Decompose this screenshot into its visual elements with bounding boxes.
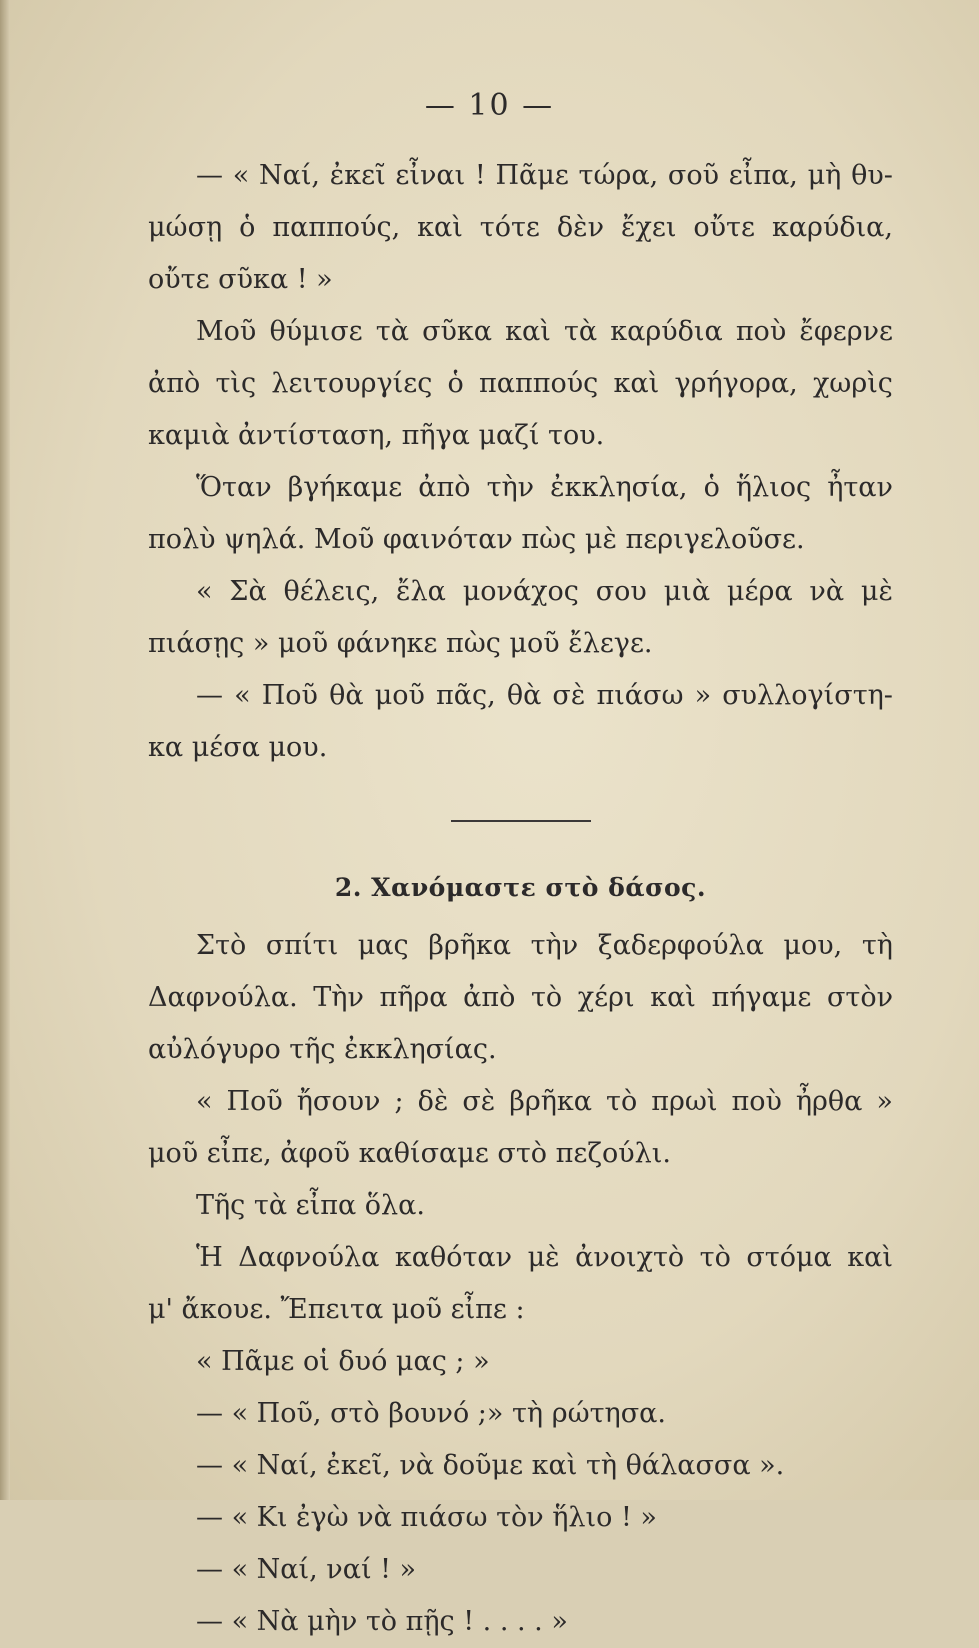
word: χέρι (577, 982, 635, 1013)
word: τὸ (606, 1086, 638, 1117)
word: τώρα, (578, 160, 659, 191)
word: καρύδια, (771, 212, 893, 243)
word: « (234, 680, 251, 711)
text-line (148, 202, 893, 254)
word: σὲ (462, 1086, 496, 1117)
word: πιάσω (596, 680, 684, 711)
word: Δαφνούλα (238, 1242, 380, 1273)
text-line: μοῦ εἶπε, ἀφοῦ καθίσαμε στὸ πεζούλι. (148, 1138, 671, 1169)
text-line: — « Κι ἐγὼ νὰ πιάσω τὸν ἥλιο ! » (196, 1502, 657, 1533)
word: ἦρθα (795, 1086, 863, 1117)
word: ; (394, 1086, 404, 1117)
word: παππούς (479, 368, 599, 399)
word: πᾶς, (436, 680, 496, 711)
word: μέρα (726, 576, 793, 607)
word: Ποῦ (226, 1086, 283, 1117)
word: καὶ (417, 212, 463, 243)
word: μώσῃ (148, 212, 223, 243)
text-line (148, 150, 893, 202)
text-line (148, 1232, 893, 1284)
word: ἀπὸ (463, 982, 516, 1013)
word: μὲ (527, 1242, 560, 1273)
word: μὲ (860, 576, 893, 607)
word: σπίτι (265, 930, 339, 961)
word: Δαφνούλα. (148, 982, 298, 1013)
word: θέλεις, (283, 576, 380, 607)
word: Ἡ (196, 1242, 223, 1273)
word: σὲ (552, 680, 586, 711)
word: ὁ (447, 368, 464, 399)
text-line: — « Ναί, ναί ! » (196, 1554, 417, 1585)
text-line: — « Ποῦ, στὸ βουνό ;» τὴ ρώτησα. (196, 1398, 666, 1429)
word: θὰ (329, 680, 364, 711)
word: καὶ (650, 982, 696, 1013)
word: εἶπα, (728, 160, 798, 191)
word: παππούς, (272, 212, 401, 243)
word: χωρὶς (812, 368, 893, 399)
word: « (196, 1086, 213, 1117)
word: γρήγορα, (674, 368, 798, 399)
word: θὰ (506, 680, 542, 711)
word: τὴ (861, 930, 893, 961)
text-line: πιάσῃς » μοῦ φάνηκε πὼς μοῦ ἔλεγε. (148, 628, 653, 659)
word: « (196, 576, 213, 607)
word: Στὸ (196, 930, 247, 961)
word: Ναί, (258, 160, 320, 191)
word: Ὅταν (196, 472, 272, 503)
word: ἤσουν (296, 1086, 381, 1117)
word: πῆρα (379, 982, 448, 1013)
word: ἀπὸ (148, 368, 201, 399)
word: καθόταν (394, 1242, 513, 1273)
text-line (148, 358, 893, 410)
word: ἀπὸ (418, 472, 471, 503)
text-line: καμιὰ ἀντίσταση, πῆγα μαζί του. (148, 420, 605, 451)
word: μοῦ (374, 680, 425, 711)
word: στόμα (746, 1242, 832, 1273)
word: σοῦ (667, 160, 720, 191)
word: καὶ (847, 1242, 893, 1273)
word: ἐκεῖ (329, 160, 386, 191)
text-line: μ' ἄκουε. Ἔπειτα μοῦ εἶπε : (148, 1294, 525, 1325)
word: εἶναι (395, 160, 466, 191)
word: ὁ (239, 212, 256, 243)
word: συλλογίστη- (722, 680, 893, 711)
text-line (148, 920, 893, 972)
word: ποὺ (731, 1086, 782, 1117)
word: τὰ (563, 316, 598, 347)
word: τὸ (530, 982, 563, 1013)
word: μιὰ (663, 576, 711, 607)
word: βρῆκα (509, 1086, 593, 1117)
word: τότε (479, 212, 540, 243)
word: ἐκκλησία, (550, 472, 688, 503)
word: ἀνοιχτὸ (575, 1242, 685, 1273)
word: θύμισε (269, 316, 363, 347)
word: τὸ (699, 1242, 731, 1273)
text-line: — « Νὰ μὴν τὸ πῇς ! . . . . » (196, 1606, 568, 1637)
word: — (196, 680, 223, 711)
word: μου, (783, 930, 843, 961)
body-text (148, 150, 893, 1648)
word: ! (474, 160, 486, 191)
text-line: κα μέσα μου. (148, 732, 328, 763)
section-heading: 2. Χανόμαστε στὸ δάσος. (334, 873, 707, 902)
section-divider (451, 820, 591, 822)
word: Σὰ (229, 576, 267, 607)
word: ἔχει (621, 212, 677, 243)
word: οὔτε (693, 212, 755, 243)
word: ἥλιος (735, 472, 812, 503)
word: Μοῦ (196, 316, 257, 347)
word: ὁ (703, 472, 720, 503)
word: τὴν (486, 472, 535, 503)
word: τὴν (530, 930, 579, 961)
word: στὸν (826, 982, 893, 1013)
text-line (148, 566, 893, 618)
word: — (196, 160, 223, 191)
page-number: — 10 — (424, 88, 555, 123)
word: δὲ (417, 1086, 449, 1117)
word: μὴ (807, 160, 842, 191)
word: ἔφερνε (799, 316, 893, 347)
page-edge-shadow (0, 0, 10, 1500)
word: σου (595, 576, 647, 607)
word: θυ- (851, 160, 893, 191)
text-line: πολὺ ψηλά. Μοῦ φαινόταν πὼς μὲ περιγελοῦσε. (148, 524, 805, 555)
word: Πᾶμε (495, 160, 569, 191)
word: ποὺ (735, 316, 787, 347)
word: πήγαμε (711, 982, 812, 1013)
word: μας (357, 930, 409, 961)
word: ἔλα (396, 576, 446, 607)
word: βρῆκα (428, 930, 512, 961)
word: λειτουργίες (271, 368, 433, 399)
word: σῦκα (422, 316, 493, 347)
word: Ποῦ (261, 680, 318, 711)
word: καρύδια (610, 316, 723, 347)
text-line: οὔτε σῦκα ! » (148, 264, 333, 295)
word: βγήκαμε (287, 472, 403, 503)
word: τὶς (215, 368, 257, 399)
word: καὶ (613, 368, 660, 399)
word: νὰ (809, 576, 845, 607)
text-line: αὐλόγυρο τῆς ἐκκλησίας. (148, 1034, 497, 1065)
word: ἦταν (827, 472, 893, 503)
word: πρωὶ (651, 1086, 718, 1117)
word: » (876, 1086, 893, 1117)
text-line: — « Ναί, ἐκεῖ, νὰ δοῦμε καὶ τὴ θάλασσα ». (196, 1450, 785, 1481)
word: « (232, 160, 250, 191)
text-line (148, 670, 893, 722)
text-line (148, 306, 893, 358)
text-line: « Πᾶμε οἱ δυό μας ; » (196, 1346, 490, 1377)
word: ξαδερφούλα (597, 930, 764, 961)
text-line: Τῆς τὰ εἶπα ὅλα. (196, 1190, 425, 1221)
text-line (148, 1076, 893, 1128)
word: καὶ (505, 316, 551, 347)
text-line (148, 462, 893, 514)
word: Τὴν (313, 982, 364, 1013)
word: τὰ (375, 316, 409, 347)
word: δὲν (556, 212, 605, 243)
word: μονάχος (462, 576, 579, 607)
word: » (694, 680, 712, 711)
text-line (148, 972, 893, 1024)
